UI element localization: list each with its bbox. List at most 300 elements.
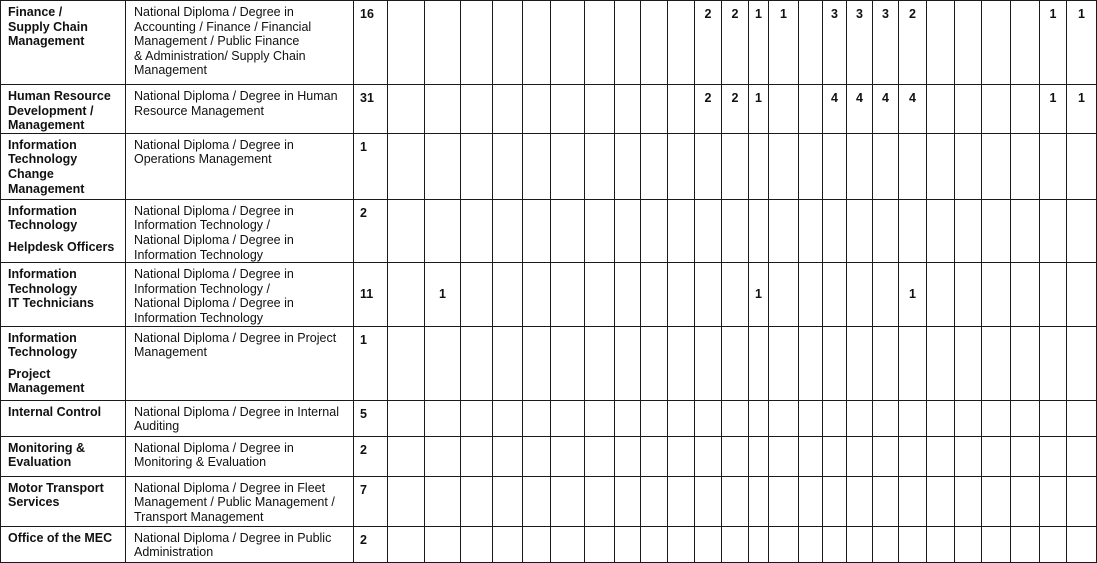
allocation-cell: [523, 436, 551, 476]
area-line: Management: [8, 381, 85, 396]
allocation-cell: [641, 400, 668, 436]
allocation-cell: [388, 326, 425, 400]
qualification-cell: [126, 1, 354, 85]
area-line: Change: [8, 166, 54, 181]
allocation-cell: [523, 199, 551, 262]
allocation-cell: [799, 436, 823, 476]
allocation-cell: [769, 133, 799, 199]
allocation-cell: [493, 476, 523, 526]
allocation-cell: [1011, 436, 1040, 476]
allocation-cell: [823, 133, 847, 199]
allocation-cell: [823, 526, 847, 562]
allocation-cell: [615, 436, 641, 476]
area-cell: [1, 436, 126, 476]
area-line: Information: [8, 203, 77, 218]
allocation-cell: [388, 263, 425, 326]
allocation-cell: [641, 1, 668, 85]
allocation-cell: [425, 436, 461, 476]
allocation-cell: 3: [847, 1, 873, 85]
allocation-cell: [1011, 263, 1040, 326]
allocation-cell: [551, 85, 585, 134]
allocation-cell: [823, 436, 847, 476]
area-cell: [1, 263, 126, 326]
allocation-cell: [1067, 326, 1097, 400]
allocation-cell: [585, 1, 615, 85]
allocation-cell: [668, 400, 695, 436]
allocation-cell: [668, 526, 695, 562]
table-row: [1, 400, 1097, 436]
allocation-cell: [388, 133, 425, 199]
allocation-cell: 2: [722, 1, 749, 85]
allocation-cell: [769, 400, 799, 436]
qualification-line: & Administration/ Supply Chain: [134, 48, 306, 63]
allocation-cell: [749, 436, 769, 476]
total-cell: 2: [354, 199, 388, 262]
qualification-line: Information Technology /: [134, 218, 270, 233]
area-cell: [1, 326, 126, 400]
allocation-cell: 1: [1040, 1, 1067, 85]
allocation-cell: [615, 133, 641, 199]
table-row: [1, 526, 1097, 562]
allocation-cell: 1: [749, 263, 769, 326]
allocation-cell: 4: [899, 85, 927, 134]
qualification-line: National Diploma / Degree in Public: [134, 530, 332, 545]
allocation-cell: [899, 526, 927, 562]
qualification-line: National Diploma / Degree in: [134, 232, 294, 247]
allocation-cell: 3: [873, 1, 899, 85]
allocation-cell: [927, 85, 955, 134]
allocation-cell: [873, 326, 899, 400]
allocation-cell: [551, 133, 585, 199]
allocation-cell: [722, 436, 749, 476]
allocation-cell: [955, 85, 982, 134]
allocation-cell: [425, 133, 461, 199]
allocation-cell: [461, 326, 493, 400]
allocation-cell: [1067, 199, 1097, 262]
allocation-cell: [927, 400, 955, 436]
allocation-cell: [982, 476, 1011, 526]
allocation-cell: [1011, 326, 1040, 400]
qualification-line: National Diploma / Degree in: [134, 5, 294, 19]
allocation-cell: [899, 199, 927, 262]
allocation-cell: [769, 436, 799, 476]
table-row: [1, 133, 1097, 199]
allocation-cell: [641, 133, 668, 199]
allocation-cell: [641, 436, 668, 476]
allocation-cell: [641, 263, 668, 326]
qualification-line: Management: [134, 345, 207, 360]
allocation-cell: [799, 476, 823, 526]
area-line: Human Resource: [8, 89, 111, 103]
qualification-cell: [126, 85, 354, 134]
allocation-cell: [769, 85, 799, 134]
allocation-cell: [585, 326, 615, 400]
area-cell: [1, 526, 126, 562]
allocation-cell: [1040, 133, 1067, 199]
allocation-cell: [461, 199, 493, 262]
allocation-cell: [695, 199, 722, 262]
qualification-cell: [126, 476, 354, 526]
qualification-line: National Diploma / Degree in Internal: [134, 404, 339, 419]
allocation-cell: [769, 476, 799, 526]
allocation-cell: [873, 263, 899, 326]
allocation-cell: [847, 436, 873, 476]
area-line: Technology: [8, 218, 78, 233]
area-line: Information: [8, 267, 77, 282]
qualification-cell: [126, 199, 354, 262]
table-row: [1, 263, 1097, 326]
qualification-cell: [126, 400, 354, 436]
allocation-cell: 2: [695, 1, 722, 85]
allocation-cell: [1011, 526, 1040, 562]
allocation-cell: [493, 85, 523, 134]
qualification-line: Operations Management: [134, 152, 272, 167]
area-line: Management: [8, 118, 85, 133]
allocation-cell: [847, 263, 873, 326]
table-row: [1, 85, 1097, 134]
allocation-cell: [1011, 133, 1040, 199]
allocation-cell: [523, 1, 551, 85]
allocation-cell: [425, 400, 461, 436]
allocation-cell: [461, 476, 493, 526]
table-row: [1, 199, 1097, 262]
allocation-cell: [955, 436, 982, 476]
allocation-cell: 1: [1067, 85, 1097, 134]
qualification-line: National Diploma / Degree in Project: [134, 330, 337, 345]
allocation-cell: [493, 436, 523, 476]
area-line: Technology: [8, 345, 78, 360]
area-line: Evaluation: [8, 455, 72, 470]
allocation-cell: [927, 476, 955, 526]
allocation-cell: [823, 199, 847, 262]
allocation-cell: [388, 436, 425, 476]
allocation-cell: [1011, 400, 1040, 436]
allocation-cell: [1067, 133, 1097, 199]
allocation-cell: [823, 400, 847, 436]
allocation-cell: [847, 476, 873, 526]
allocation-cell: [551, 436, 585, 476]
allocation-cell: [1067, 436, 1097, 476]
qualification-line: National Diploma / Degree in: [134, 203, 294, 218]
area-line: Management: [8, 34, 85, 49]
allocation-cell: [615, 476, 641, 526]
allocation-cell: [873, 400, 899, 436]
qualification-line: Information Technology /: [134, 281, 270, 296]
area-line: Helpdesk Officers: [8, 239, 115, 254]
area-line: Project: [8, 366, 51, 381]
allocation-cell: [927, 133, 955, 199]
area-line: Services: [8, 495, 60, 510]
allocation-cell: [899, 326, 927, 400]
allocation-cell: [493, 1, 523, 85]
allocation-cell: [955, 326, 982, 400]
allocation-cell: 1: [749, 85, 769, 134]
allocation-cell: [493, 400, 523, 436]
allocation-cell: [749, 326, 769, 400]
allocation-cell: [615, 400, 641, 436]
allocation-cell: [955, 263, 982, 326]
total-cell: 2: [354, 436, 388, 476]
area-cell: [1, 85, 126, 134]
allocation-cell: 4: [847, 85, 873, 134]
qualification-cell: [126, 326, 354, 400]
allocation-cell: [873, 526, 899, 562]
allocation-cell: 2: [722, 85, 749, 134]
allocation-cell: [769, 263, 799, 326]
allocation-cell: [847, 526, 873, 562]
allocation-cell: [523, 476, 551, 526]
allocation-cell: [1067, 476, 1097, 526]
qualification-line: Accounting / Finance / Financial: [134, 19, 312, 34]
area-line: Internal Control: [8, 404, 102, 419]
allocation-cell: [695, 436, 722, 476]
area-line: Office of the MEC: [8, 530, 113, 545]
allocation-cell: [847, 199, 873, 262]
allocation-cell: [1067, 526, 1097, 562]
allocation-cell: [523, 326, 551, 400]
allocation-cell: [1011, 1, 1040, 85]
qualification-cell: [126, 133, 354, 199]
allocation-cell: [695, 400, 722, 436]
allocation-cell: [425, 199, 461, 262]
allocation-cell: [461, 436, 493, 476]
allocation-cell: [1040, 526, 1067, 562]
allocation-cell: [695, 263, 722, 326]
qualification-line: National Diploma / Degree in: [134, 296, 294, 311]
area-cell: [1, 199, 126, 262]
allocation-cell: [1040, 436, 1067, 476]
allocation-cell: [927, 526, 955, 562]
area-cell: [1, 400, 126, 436]
qualification-cell: [126, 263, 354, 326]
allocation-cell: [585, 133, 615, 199]
allocation-cell: [927, 326, 955, 400]
allocation-cell: [695, 526, 722, 562]
allocation-cell: [749, 400, 769, 436]
allocation-cell: [873, 476, 899, 526]
allocation-cell: [749, 476, 769, 526]
allocation-cell: [799, 199, 823, 262]
allocation-cell: [493, 526, 523, 562]
allocation-cell: [722, 476, 749, 526]
allocation-cell: [722, 400, 749, 436]
allocation-cell: [955, 199, 982, 262]
area-line: Supply Chain: [8, 19, 88, 34]
allocation-cell: [551, 263, 585, 326]
allocation-cell: [388, 400, 425, 436]
qualification-line: Management / Public Management /: [134, 495, 335, 510]
allocation-cell: [668, 199, 695, 262]
allocation-cell: [1011, 199, 1040, 262]
allocation-cell: [749, 199, 769, 262]
qualification-line: Resource Management: [134, 103, 264, 118]
allocation-cell: [615, 526, 641, 562]
allocation-cell: [615, 263, 641, 326]
allocation-cell: [388, 199, 425, 262]
allocation-cell: [615, 85, 641, 134]
allocation-cell: [847, 400, 873, 436]
allocation-cell: [982, 85, 1011, 134]
qualification-cell: [126, 436, 354, 476]
allocation-cell: [551, 476, 585, 526]
qualification-line: Management: [134, 63, 207, 78]
allocation-cell: [927, 263, 955, 326]
table-row: [1, 326, 1097, 400]
allocation-cell: [695, 133, 722, 199]
allocation-cell: [982, 326, 1011, 400]
allocation-cell: [668, 476, 695, 526]
allocation-cell: [899, 436, 927, 476]
allocation-cell: [899, 476, 927, 526]
allocation-cell: [585, 85, 615, 134]
allocation-cell: [695, 476, 722, 526]
total-cell: 16: [354, 1, 388, 85]
allocation-cell: [722, 199, 749, 262]
allocation-cell: [641, 85, 668, 134]
allocation-cell: [425, 526, 461, 562]
allocation-cell: [523, 85, 551, 134]
allocation-cell: [982, 263, 1011, 326]
area-line: Technology: [8, 281, 78, 296]
qualification-line: Information Technology: [134, 247, 264, 262]
allocation-cell: [551, 400, 585, 436]
allocation-cell: [461, 263, 493, 326]
allocation-cell: [769, 199, 799, 262]
allocation-cell: [955, 133, 982, 199]
allocation-cell: [769, 526, 799, 562]
allocation-cell: [425, 85, 461, 134]
allocation-cell: [982, 436, 1011, 476]
allocation-cell: [425, 326, 461, 400]
allocation-cell: [927, 1, 955, 85]
area-line: Finance /: [8, 5, 63, 19]
allocation-cell: [982, 199, 1011, 262]
allocation-cell: [523, 400, 551, 436]
allocation-cell: [899, 133, 927, 199]
allocation-cell: [722, 526, 749, 562]
table-body: [1, 1, 1097, 563]
allocation-cell: [722, 326, 749, 400]
allocation-cell: [799, 1, 823, 85]
allocation-cell: [388, 526, 425, 562]
allocation-cell: [493, 326, 523, 400]
allocation-cell: [461, 400, 493, 436]
qualification-line: National Diploma / Degree in Fleet: [134, 480, 326, 495]
area-line: IT Technicians: [8, 296, 94, 311]
allocation-cell: [551, 1, 585, 85]
allocation-cell: 1: [425, 263, 461, 326]
allocation-cell: [749, 526, 769, 562]
allocation-cell: 1: [899, 263, 927, 326]
allocation-cell: [425, 1, 461, 85]
allocation-cell: [585, 400, 615, 436]
qualification-line: National Diploma / Degree in: [134, 440, 294, 455]
allocation-cell: [551, 199, 585, 262]
total-cell: 5: [354, 400, 388, 436]
allocation-cell: [982, 400, 1011, 436]
area-cell: [1, 133, 126, 199]
allocation-cell: [641, 526, 668, 562]
allocation-cell: [585, 436, 615, 476]
allocation-cell: [847, 326, 873, 400]
allocation-cell: [668, 436, 695, 476]
allocation-cell: [982, 526, 1011, 562]
allocation-cell: [695, 326, 722, 400]
allocation-cell: 1: [749, 1, 769, 85]
area-cell: [1, 476, 126, 526]
allocation-cell: [799, 326, 823, 400]
area-line: Information: [8, 330, 77, 345]
allocation-cell: [927, 199, 955, 262]
allocation-cell: [615, 326, 641, 400]
qualification-line: Transport Management: [134, 509, 264, 524]
table-row: [1, 476, 1097, 526]
qualification-line: National Diploma / Degree in: [134, 137, 294, 152]
allocation-cell: [847, 133, 873, 199]
allocation-cell: [873, 436, 899, 476]
allocation-cell: [388, 85, 425, 134]
allocation-cell: [1040, 263, 1067, 326]
allocation-cell: [388, 476, 425, 526]
allocation-cell: [799, 400, 823, 436]
total-cell: 7: [354, 476, 388, 526]
area-line: Motor Transport: [8, 480, 104, 495]
allocation-cell: [799, 263, 823, 326]
qualification-line: Information Technology: [134, 310, 264, 325]
qualification-line: National Diploma / Degree in: [134, 267, 294, 282]
allocation-cell: 4: [823, 85, 847, 134]
allocation-cell: [388, 1, 425, 85]
allocation-cell: [585, 199, 615, 262]
qualification-line: Monitoring & Evaluation: [134, 455, 267, 470]
allocation-cell: [1011, 476, 1040, 526]
allocation-cell: [982, 133, 1011, 199]
allocation-cell: [899, 400, 927, 436]
allocation-cell: [668, 326, 695, 400]
allocation-cell: [641, 476, 668, 526]
allocation-cell: [955, 476, 982, 526]
allocation-cell: [551, 326, 585, 400]
allocation-cell: [461, 133, 493, 199]
allocation-cell: [523, 526, 551, 562]
area-line: Information: [8, 137, 77, 152]
allocation-cell: [1011, 85, 1040, 134]
allocation-cell: 4: [873, 85, 899, 134]
qualification-line: Administration: [134, 545, 214, 560]
table-row: [1, 436, 1097, 476]
allocation-cell: [641, 199, 668, 262]
allocation-cell: [1040, 400, 1067, 436]
area-line: Technology: [8, 152, 78, 167]
allocation-cell: 1: [769, 1, 799, 85]
allocation-cell: [799, 85, 823, 134]
allocation-cell: 1: [1040, 85, 1067, 134]
area-line: Monitoring &: [8, 440, 86, 455]
allocation-cell: [1067, 400, 1097, 436]
area-cell: [1, 1, 126, 85]
allocation-cell: [523, 263, 551, 326]
allocation-cell: [493, 199, 523, 262]
qualification-line: National Diploma / Degree in Human: [134, 89, 338, 103]
allocation-cell: [523, 133, 551, 199]
allocation-cell: [493, 263, 523, 326]
allocation-cell: [668, 85, 695, 134]
total-cell: 2: [354, 526, 388, 562]
allocation-cell: [668, 133, 695, 199]
total-cell: 1: [354, 326, 388, 400]
allocation-cell: [1067, 263, 1097, 326]
allocation-cell: [493, 133, 523, 199]
